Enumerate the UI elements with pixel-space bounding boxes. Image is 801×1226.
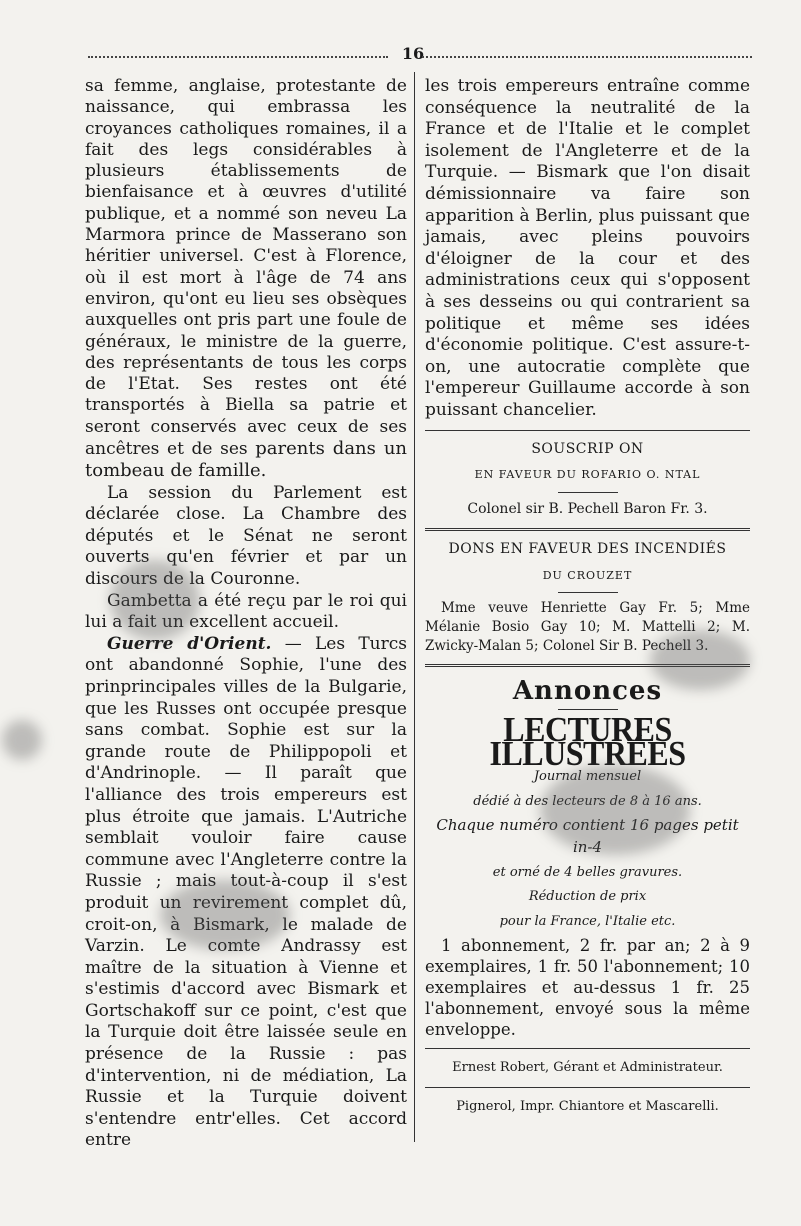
annonces-title: Annonces	[512, 676, 663, 707]
section-rule	[425, 1087, 750, 1088]
column-divider	[414, 72, 415, 1142]
header-rule-left	[88, 56, 388, 58]
article-text-end: parents dans un tombeau de famille.	[85, 438, 408, 482]
dons-text: Mme veuve Henriette Gay Fr. 5; Mme Mélanie Bosio Gay 10; M. Mattelli 2; M. Zwicky-Malan 5; Colonel Sir B. Pechell 3.	[425, 600, 750, 655]
bismark-paragraph: les trois empereurs entraîne comme conséquence la neutralité de la France et de l'Italie et le complet isolement de l'Angleterre et de la Turquie. — Bismark que l'on disait démissionnaire va faire son apparition à Berlin, plus puissant que jamais, avec pleins pouvoirs d'éloigner de la cour et des administrations ceux qui s'opposent à ses desseins ou qui contrarient sa politique et même ses idées d'économie politique. C'est assure-t-on, une autocratie complète que l'empereur Guillaume accorde à son puissant chancelier.	[425, 76, 750, 420]
section-rule-double	[425, 528, 750, 531]
article-paragraph	[85, 76, 407, 483]
ad-title: LECTURES ILLUSTRÉES	[489, 709, 686, 773]
page-number: 16	[401, 44, 425, 63]
right-column	[425, 76, 750, 1124]
section-rule	[425, 1048, 750, 1049]
short-rule	[558, 492, 618, 493]
souscription-title: SOUSCRIP ON	[531, 440, 644, 457]
souscription-line: Colonel sir B. Pechell Baron Fr. 3.	[467, 500, 708, 517]
article-text: sa femme, anglaise, protestante de naissance, qui embrassa les croyances catholiques romaines, il a fait des legs considérables à plusieurs établissements de bienfaisance et à œuvres d'utilité publique, et a nommé son neveu La Marmora prince de Masserano son héritier universel. C'est à Florence, où il est mort à l'âge de 74 ans environ, qu'ont eu lieu ses obsèques auxquelles ont pris part une foule de généraux, le ministre de la guerre, des représentants de tous les corps de l'Etat. Ses restes ont été transportés à Biella sa patrie et seront conservés avec ceux de ses ancêtres et de ses	[85, 76, 407, 460]
ad-line: Réduction de prix	[528, 889, 647, 905]
ad-line: et orné de 4 belles gravures.	[492, 864, 683, 880]
ink-stain	[650, 630, 750, 690]
dons-subtitle: DU CROUZET	[542, 568, 633, 582]
ad-body: 1 abonnement, 2 fr. par an; 2 à 9 exemplaires, 1 fr. 50 l'abonnement; 10 exemplaires et au-dessus 1 fr. 25 l'abonnement, envoyé sous la même enveloppe.	[425, 936, 750, 1040]
war-text: — Les Turcs ont abandonné Sophie, l'une des prinprincipales villes de la Bulgarie, que les Russes ont occupée presque sans combat. Sophie est sur la grande route de Philippopoli et d'Andrinople. — Il paraît que l'alliance des trois empereurs est plus étroite que jamais. L'Autriche semblait vouloir faire cause commune avec l'Angleterre contre la Russie ; mais tout-à-coup il s'est produit un revirement complet dû, croit-on, à Bismark, le malade de Varzin. Le comte Andrassy est maître de la situation à Vienne et s'estimis d'accord avec Bismark et Gortschakoff sur ce point, c'est que la Turquie doit être laissée seule en présence de la Russie : pas d'intervention, ni de médiation, La Russie et la Turquie doivent s'entendre entr'elles. Cet accord entre	[85, 633, 407, 1151]
page-header	[88, 44, 752, 68]
ad-line: dédié à des lecteurs de 8 à 16 ans.	[473, 793, 702, 809]
section-rule	[425, 430, 750, 431]
parliament-paragraph: La session du Parlement est déclarée close. La Chambre des députés et le Sénat ne seront ouverts qu'en février et par un discours de la Couronne.	[85, 482, 407, 590]
ink-stain	[2, 720, 42, 760]
short-rule	[558, 592, 618, 593]
ad-line: Journal mensuel	[533, 769, 642, 785]
ad-line: Chaque numéro contient 16 pages petit in-4	[436, 816, 739, 857]
header-rule-right	[422, 56, 752, 58]
dons-title: DONS EN FAVEUR DES INCENDIÉS	[448, 541, 727, 558]
gambetta-paragraph: Gambetta a été reçu par le roi qui lui a fait un excellent accueil.	[85, 590, 407, 633]
ad-line: pour la France, l'Italie etc.	[499, 913, 676, 929]
imprimerie-line: Pignerol, Impr. Chiantore et Mascarelli.	[456, 1099, 719, 1114]
ink-stain	[540, 765, 690, 855]
ink-stain	[160, 880, 290, 950]
gerant-line: Ernest Robert, Gérant et Administrateur.	[452, 1060, 723, 1076]
ink-stain	[110, 560, 200, 640]
souscription-subtitle: EN FAVEUR DU ROFARIO O. NTAL	[474, 468, 701, 482]
war-heading: Guerre d'Orient.	[107, 633, 272, 654]
